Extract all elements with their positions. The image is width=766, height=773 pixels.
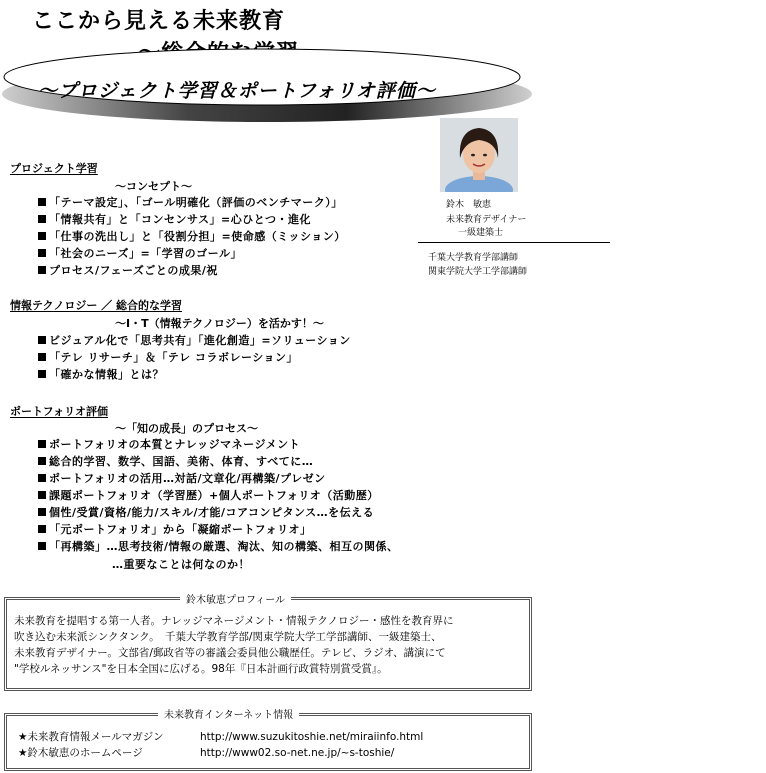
- list-item: 「仕事の洗出し」と「役割分担」=使命感（ミッション）: [38, 228, 346, 244]
- list-item: 「再構築」…思考技術/情報の厳選、淘汰、知の構築、相互の関係、: [38, 538, 399, 554]
- profile-line: "学校ルネッサンス"を日本全国に広げる。98年『日本計画行政賞特別賞受賞』。: [14, 663, 388, 675]
- bullet-icon: [38, 249, 46, 257]
- bullet-icon: [38, 353, 46, 361]
- author-affil2: 関東学院大学工学部講師: [428, 267, 528, 277]
- section-heading: プロジェクト学習: [10, 162, 98, 175]
- list-item: 「情報共有」と「コンセンサス」=心ひとつ・進化: [38, 211, 311, 227]
- bullet-icon: [38, 336, 46, 344]
- author-name: 鈴木 敏恵: [446, 200, 492, 210]
- bullet-icon: [38, 215, 46, 223]
- section-subtitle: ～I・T（情報テクノロジー）を活かす！～: [115, 317, 324, 330]
- list-item: ビジュアル化で「思考共有」「進化創造」=ソリューション: [38, 332, 351, 348]
- list-item: ポートフォリオの活用…対話/文章化/再構築/プレゼン: [38, 470, 326, 486]
- ellipse-title: ～プロジェクト学習＆ポートフォリオ評価～: [38, 80, 436, 102]
- section-heading: ポートフォリオ評価: [10, 405, 109, 418]
- list-item: ポートフォリオの本質とナレッジマネージメント: [38, 436, 300, 452]
- internet-link-label: ★未来教育情報メールマガジン: [18, 731, 164, 743]
- bullet-icon: [38, 474, 46, 482]
- internet-box-title: 未来教育インターネット情報: [158, 706, 299, 721]
- list-item: プロセス/フェーズごとの成果/祝: [38, 262, 218, 278]
- list-item: 課題ポートフォリオ（学習歴）+個人ポートフォリオ（活動歴）: [38, 487, 379, 503]
- bullet-icon: [38, 370, 46, 378]
- author-affil1: 千葉大学教育学部講師: [428, 253, 519, 263]
- bullet-icon: [38, 198, 46, 206]
- section-subtitle: ～「知の成長」のプロセス～: [115, 422, 258, 435]
- divider: [418, 242, 610, 243]
- section-subtitle: ～コンセプト～: [115, 180, 192, 193]
- profile-box-title: 鈴木敏恵プロフィール: [180, 591, 291, 606]
- list-item: 個性/受賞/資格/能力/スキル/才能/コアコンピタンス…を伝える: [38, 504, 374, 520]
- page-title: ここから見える未来教育: [32, 8, 286, 34]
- bullet-icon: [38, 525, 46, 533]
- list-item: 「テーマ設定」、「ゴール明確化（評価のベンチマーク）」: [38, 194, 343, 210]
- list-item: 「テレ リサーチ」＆「テレ コラボレーション」: [38, 349, 298, 365]
- author-photo: [440, 118, 518, 192]
- profile-line: 吹き込む未来派シンクタンク。 千葉大学教育学部/関東学院大学工学部講師、一級建築士、: [14, 631, 442, 643]
- author-role1: 未来教育デザイナー: [446, 215, 527, 225]
- bullet-icon: [38, 457, 46, 465]
- list-item: 総合的学習、数学、国語、美術、体育、すべてに…: [38, 453, 313, 469]
- list-item: 「社会のニーズ」=「学習のゴール」: [38, 245, 242, 261]
- profile-line: 未来教育デザイナー。文部省/郵政省等の審議会委員他公職歴任。テレビ、ラジオ、講演にて: [14, 647, 446, 659]
- list-item: 「確かな情報」とは？: [38, 366, 164, 382]
- bullet-icon: [38, 232, 46, 240]
- bullet-icon: [38, 542, 46, 550]
- bullet-icon: [38, 266, 46, 274]
- internet-link-url[interactable]: http://www02.so-net.ne.jp/~s-toshie/: [200, 747, 395, 759]
- section-heading: 情報テクノロジー ／ 総合的な学習: [10, 299, 182, 312]
- author-role2: 一級建築士: [458, 228, 504, 238]
- bullet-icon: [38, 440, 46, 448]
- internet-link-label: ★鈴木敏恵のホームページ: [18, 747, 143, 759]
- bullet-icon: [38, 508, 46, 516]
- list-item-continuation: …重要なことは何なのか！: [112, 558, 250, 571]
- profile-line: 未来教育を提唱する第一人者。ナレッジマネージメント・情報テクノロジー・感性を教育界に: [14, 615, 454, 627]
- internet-link-url[interactable]: http://www.suzukitoshie.net/miraiinfo.html: [200, 731, 424, 743]
- bullet-icon: [38, 491, 46, 499]
- list-item: 「元ポートフォリオ」から「凝縮ポートフォリオ」: [38, 521, 312, 537]
